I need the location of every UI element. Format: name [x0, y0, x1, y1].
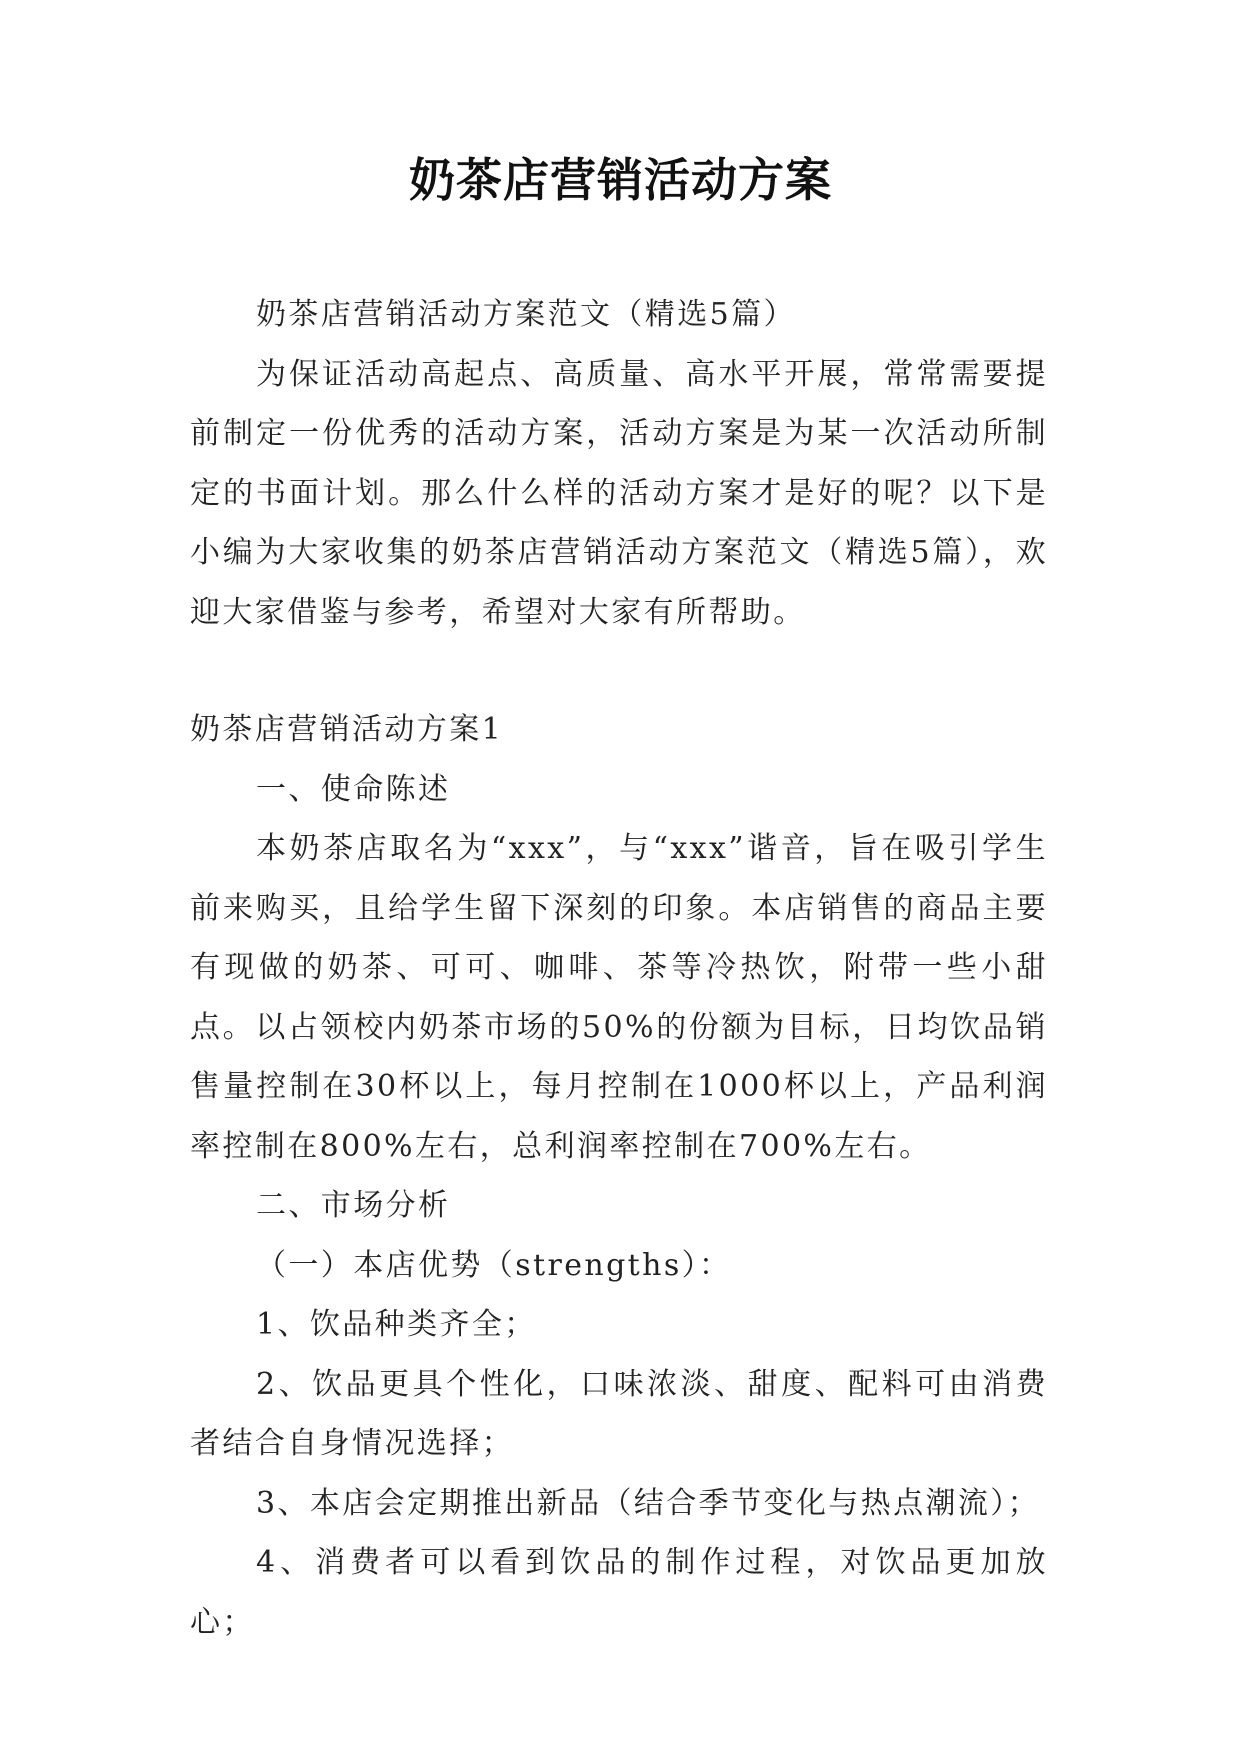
strength-item: 2、饮品更具个性化，口味浓淡、甜度、配料可由消费者结合自身情况选择；: [190, 1366, 1048, 1461]
strengths-heading: （一）本店优势（strengths）：: [256, 1247, 732, 1283]
intro-paragraph: 为保证活动高起点、高质量、高水平开展，常常需要提前制定一份优秀的活动方案，活动方案是为某一次活动所制定的书面计划。那么什么样的活动方案才是好的呢？以下是小编为大家收集的奶茶店营销活动方案范文（精选5篇），欢迎大家借鉴与参考，希望对大家有所帮助。: [190, 356, 1048, 630]
document-body: [190, 285, 1048, 1652]
subtitle-paragraph: 奶茶店营销活动方案范文（精选5篇）: [256, 297, 796, 332]
strength-item: 3、本店会定期推出新品（结合季节变化与热点潮流）；: [256, 1485, 1041, 1521]
strength-item: 4、消费者可以看到饮品的制作过程，对饮品更加放心；: [190, 1545, 1048, 1640]
market-analysis-heading: 二、市场分析: [256, 1188, 451, 1223]
mission-heading: 一、使命陈述: [256, 771, 451, 807]
strength-item: 1、饮品种类齐全；: [256, 1307, 537, 1342]
document-title: 奶茶店营销活动方案: [409, 153, 832, 207]
section-heading: 奶茶店营销活动方案1: [190, 712, 504, 747]
mission-paragraph: 本奶茶店取名为“xxx”，与“xxx”谐音，旨在吸引学生前来购买，且给学生留下深刻的印象。本店销售的商品主要有现做的奶茶、可可、咖啡、茶等冷热饮，附带一些小甜点。以占领校内奶茶市场的50%的份额为目标，日均饮品销售量控制在30杯以上，每月控制在1000杯以上，产品利润率控制在800%左右，总利润率控制在700%左右。: [190, 831, 1048, 1164]
